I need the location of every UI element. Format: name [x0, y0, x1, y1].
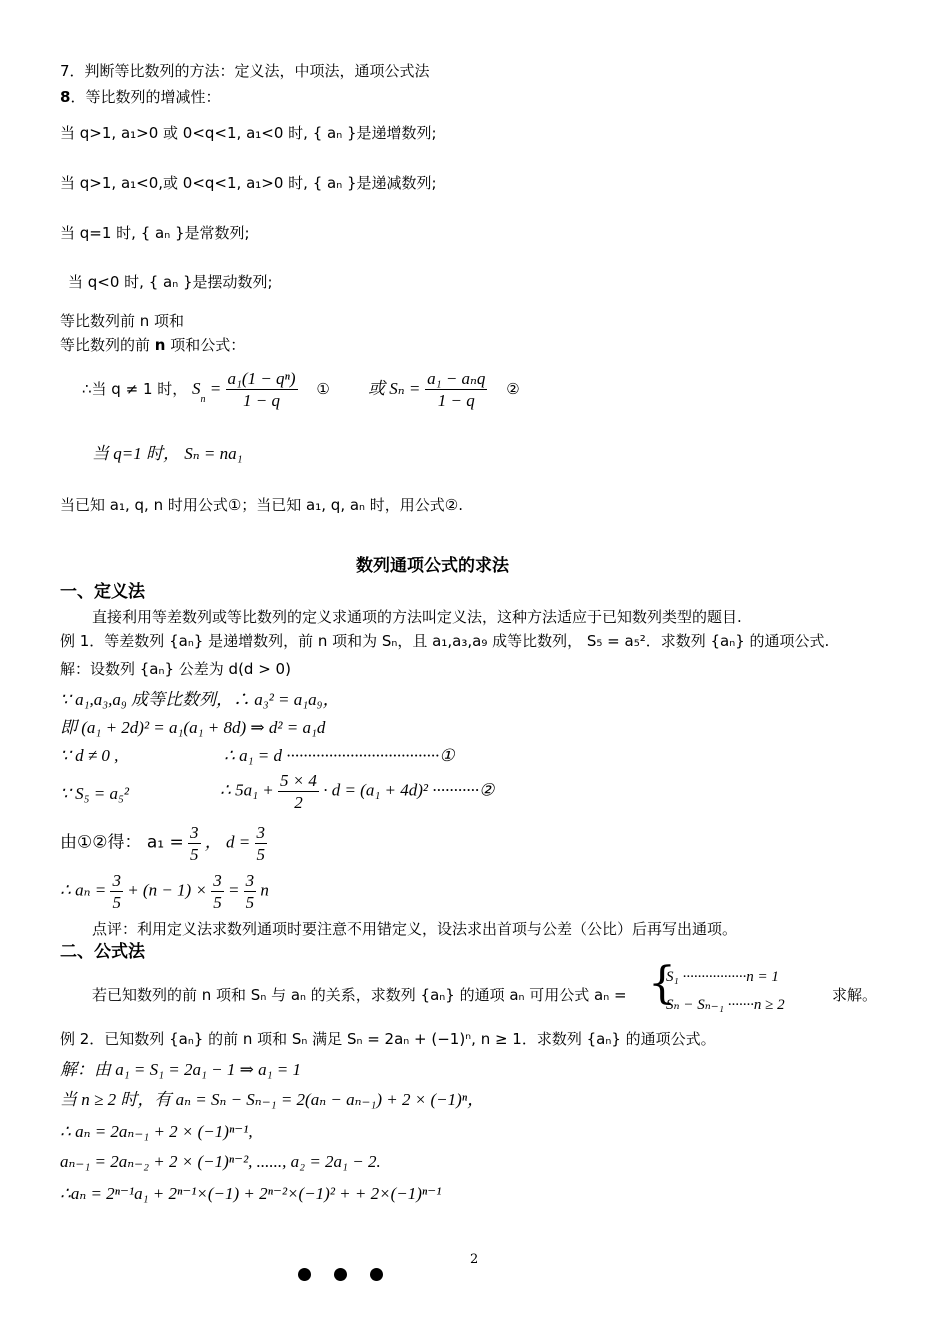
increasing-rule: 当 q>1, a₁>0 或 0<q<1, a₁<0 时, { aₙ }是递增数列; [60, 124, 437, 142]
sum-formula-1-fraction [226, 368, 298, 412]
solution-1-line-6-mid: ， d = [204, 832, 251, 852]
decorative-dot-1 [298, 1268, 311, 1281]
solution-1-line-5b [220, 770, 494, 814]
solution-1-line-4b: ∴ a₁ = d ····································① [224, 746, 455, 765]
solution-1-line-7-numerator-1: 3 [110, 870, 123, 892]
sum-formula-2-numerator: a₁ − aₙq [425, 368, 487, 390]
solution-1-line-7-denominator-1: 5 [112, 893, 121, 913]
solution-2-line-1: 解：由 a₁ = S₁ = 2a₁ − 1 ⇒ a₁ = 1 [60, 1060, 302, 1079]
sum-formula-q1: 当 q=1 时， Sₙ = na₁ [92, 444, 243, 463]
solution-1-line-7-fraction-3 [244, 870, 257, 914]
solution-1-line-6-fraction-1 [188, 822, 201, 866]
solution-1-line-7-denominator-3: 5 [245, 893, 255, 913]
sum-formula-2-denominator: 1 − q [437, 391, 475, 411]
solution-1-line-7-fraction-2 [211, 870, 224, 914]
piecewise-brace: { [648, 958, 676, 1009]
solution-1-line-7-denominator-2: 5 [213, 893, 222, 913]
formula-method-intro: 若已知数列的前 n 项和 Sₙ 与 aₙ 的关系，求数列 {aₙ} 的通项 aₙ 可用公式 aₙ = [92, 986, 627, 1004]
sum-formula-1 [82, 368, 330, 412]
sum-formula-2 [368, 368, 520, 412]
solution-1-line-7-mid-2: = [227, 880, 240, 900]
sum-formula-1-numerator: a₁(1 − qⁿ) [226, 368, 298, 390]
sum-formula-1-denominator: 1 − q [243, 391, 281, 411]
solution-1-line-3: 即 (a₁ + 2d)² = a₁(a₁ + 8d) ⇒ d² = a₁d [60, 718, 326, 737]
solution-1-line-4a: ∵ d ≠ 0 , [60, 746, 119, 765]
decorative-dot-3 [370, 1268, 383, 1281]
solution-1-line-5b-pre: ∴ 5a₁ + [220, 780, 274, 800]
solution-1-line-1: 解：设数列 {aₙ} 公差为 d(d > 0) [60, 660, 291, 678]
solution-1-line-6-numerator-1: 3 [188, 822, 201, 844]
heading-definition-method: 一、定义法 [60, 582, 145, 602]
item-8-number: 8 [60, 88, 71, 106]
solution-1-line-6-denominator-1: 5 [190, 845, 199, 865]
decorative-dot-2 [334, 1268, 347, 1281]
item-7: 7．判断等比数列的方法：定义法，中项法，通项公式法 [60, 62, 430, 80]
solution-2-line-2: 当 n ≥ 2 时，有 aₙ = Sₙ − Sₙ₋₁ = 2(aₙ − aₙ₋₁) + 2 × (−1)ⁿ， [60, 1090, 485, 1109]
example-2: 例 2．已知数列 {aₙ} 的前 n 项和 Sₙ 满足 Sₙ = 2aₙ + (−1)ⁿ, n ≥ 1．求数列 {aₙ} 的通项公式。 [60, 1030, 716, 1048]
sum-formula-1-condition: ∴当 q ≠ 1 时， [82, 379, 188, 398]
item-8 [60, 88, 220, 106]
sum-formula-2-mark: ② [506, 379, 520, 398]
solution-1-line-6 [60, 822, 267, 866]
formula-method-intro-end: 求解。 [832, 986, 878, 1004]
solution-1-line-2: ∵ a₁,a₃,a₉ 成等比数列，∴ a₃² = a₁a₉， [60, 690, 340, 709]
solution-1-line-7-pre: ∴ aₙ = [60, 880, 107, 900]
solution-1-line-7-post: n [260, 880, 269, 900]
solution-1-line-5a: ∵ S₅ = a₅² [60, 784, 129, 803]
solution-2-line-3: ∴ aₙ = 2aₙ₋₁ + 2 × (−1)ⁿ⁻¹, [60, 1122, 253, 1141]
solution-1-line-6-fraction-2 [255, 822, 268, 866]
solution-1-line-5b-denominator: 2 [294, 793, 303, 813]
sum-formula-heading-a: 等比数列的前 [60, 336, 155, 354]
decreasing-rule: 当 q>1, a₁<0,或 0<q<1, a₁>0 时, { aₙ }是递减数列; [60, 174, 437, 192]
solution-1-line-5b-post: · d = (a₁ + 4d)² ···········② [323, 780, 495, 800]
solution-1-line-6-pre: 由①②得： a₁ = [60, 832, 184, 853]
piecewise-case-2: Sₙ − Sₙ₋₁ ·······n ≥ 2 [666, 997, 785, 1013]
heading-formula-method: 二、公式法 [60, 942, 145, 962]
sum-formula-heading-n: n [154, 336, 166, 354]
solution-1-line-6-denominator-2: 5 [256, 845, 265, 865]
solution-1-line-7-fraction-1 [110, 870, 123, 914]
solution-1-line-7-mid-1: + (n − 1) × [127, 880, 207, 900]
solution-2-line-5: ∴aₙ = 2ⁿ⁻¹a₁ + 2ⁿ⁻¹×(−1) + 2ⁿ⁻²×(−1)² + + 2×(−1)ⁿ⁻¹ [60, 1184, 442, 1203]
remark-1: 点评：利用定义法求数列通项时要注意不用错定义，设法求出首项与公差（公比）后再写出通项。 [92, 920, 738, 938]
constant-rule: 当 q=1 时, { aₙ }是常数列; [60, 224, 250, 242]
sum-formula-1-mark: ① [316, 379, 330, 398]
piecewise-case-1: S₁ ·················n = 1 [666, 969, 779, 985]
sum-formula-1-lhs: $S_n$ = [192, 378, 226, 405]
sum-formula-2-fraction [425, 368, 487, 412]
solution-1-line-5b-numerator: 5 × 4 [278, 770, 319, 792]
sum-formula-heading [60, 336, 245, 354]
sum-formula-heading-c: 项和公式： [165, 336, 246, 354]
solution-1-line-5b-fraction [278, 770, 319, 814]
definition-method-intro: 直接利用等差数列或等比数列的定义求通项的方法叫定义法，这种方法适应于已知数列类型的题目. [92, 608, 742, 626]
oscillating-rule: 当 q<0 时, { aₙ }是摆动数列; [68, 273, 273, 291]
formula-usage-note: 当已知 a₁, q, n 时用公式①；当已知 a₁, q, aₙ 时，用公式②. [60, 496, 464, 514]
solution-2-line-4: aₙ₋₁ = 2aₙ₋₂ + 2 × (−1)ⁿ⁻², ......, a₂ = 2a₁ − 2. [60, 1152, 381, 1171]
page-number: 2 [470, 1252, 479, 1267]
example-1: 例 1．等差数列 {aₙ} 是递增数列，前 n 项和为 Sₙ，且 a₁,a₃,a₉ 成等比数列， S₅ = a₅²．求数列 {aₙ} 的通项公式. [60, 632, 830, 650]
sum-heading: 等比数列前 n 项和 [60, 312, 185, 330]
solution-1-line-7-numerator-2: 3 [211, 870, 224, 892]
solution-1-line-7-numerator-3: 3 [244, 870, 257, 892]
item-8-text: ．等比数列的增减性： [70, 88, 221, 106]
sum-formula-2-lhs: 或 Sₙ = [368, 378, 421, 398]
solution-1-line-7 [60, 870, 269, 914]
section-title: 数列通项公式的求法 [356, 556, 509, 576]
solution-1-line-6-numerator-2: 3 [255, 822, 268, 844]
